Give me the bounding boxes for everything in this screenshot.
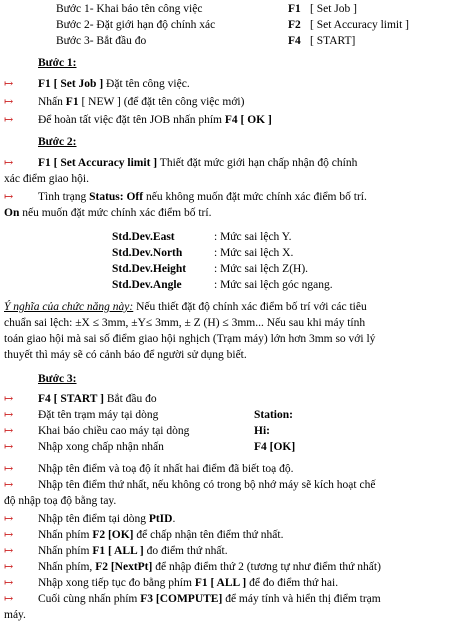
arrow-bullet-icon: ↦: [4, 577, 14, 589]
s3-note4: Nhấn phím F2 [OK] để chấp nhận tên điểm thứ nhất.: [38, 529, 284, 541]
arrow-bullet-icon: ↦: [4, 545, 14, 557]
s2-para2: Tình trạng Status: Off nếu không muốn đặt mức chính xác điểm bố trí.: [38, 191, 367, 203]
arrow-bullet-icon: ↦: [4, 191, 14, 203]
arrow-bullet-icon: ↦: [4, 393, 14, 405]
def-desc: : Mức sai lệch Y.: [214, 231, 292, 243]
arrow-bullet-icon: ↦: [4, 463, 14, 475]
meaning-line4: thuyết thì máy sẽ có cảnh báo để người sử dụng biết.: [4, 349, 247, 361]
s2-para1: F1 [ Set Accuracy limit ] Thiết đặt mức giới hạn chấp nhận độ chính: [38, 157, 358, 169]
def-desc: : Mức sai lệch Z(H).: [214, 263, 309, 275]
s3-note2-cont: độ nhập toạ độ bằng tay.: [4, 495, 117, 507]
def-term: Std.Dev.North: [112, 247, 183, 259]
meaning-line3: toán giao hội mà sai số điểm giao hội nghịch (Trạm máy) lớn hơn 3mm so với lý: [4, 333, 376, 345]
s3-note8: Cuối cùng nhấn phím F3 [COMPUTE] để máy tính và hiển thị điểm trạm: [38, 593, 381, 605]
step2-heading: Bước 2:: [38, 136, 77, 148]
arrow-bullet-icon: ↦: [4, 593, 14, 605]
s3-note8-cont: máy.: [4, 609, 26, 621]
arrow-bullet-icon: ↦: [4, 561, 14, 573]
s3-note3: Nhập tên điểm tại dòng PtID.: [38, 513, 176, 525]
s2-para1-cont: xác điểm giao hội.: [4, 173, 89, 185]
arrow-bullet-icon: ↦: [4, 157, 14, 169]
def-term: Std.Dev.Angle: [112, 279, 182, 291]
arrow-bullet-icon: ↦: [4, 529, 14, 541]
s1-line1: F1 [ Set Job ] Đặt tên công việc.: [38, 78, 190, 90]
s3-row-left: Nhập xong chấp nhận nhấn: [38, 441, 164, 453]
s1-line3: Để hoàn tất việc đặt tên JOB nhấn phím F4 [ OK ]: [38, 114, 272, 126]
s3-row-right: Station:: [254, 409, 293, 421]
s3-note2: Nhập tên điểm thứ nhất, nếu không có trong bộ nhớ máy sẽ kích hoạt chế: [38, 479, 376, 491]
arrow-bullet-icon: ↦: [4, 114, 14, 126]
s3-row-left: Đặt tên trạm máy tại dòng: [38, 409, 159, 421]
step2-action: [ Set Accuracy limit ]: [310, 19, 409, 31]
step1-heading: Bước 1:: [38, 57, 77, 69]
step1-action: [ Set Job ]: [310, 3, 357, 15]
step3-label: Bước 3- Bắt đầu đo: [56, 35, 147, 47]
s3-note5: Nhấn phím F1 [ ALL ] đo điểm thứ nhất.: [38, 545, 228, 557]
arrow-bullet-icon: ↦: [4, 409, 14, 421]
arrow-bullet-icon: ↦: [4, 513, 14, 525]
step1-label: Bước 1- Khai báo tên công việc: [56, 3, 203, 15]
s1-line2: Nhấn F1 [ NEW ] (để đặt tên công việc mới): [38, 96, 245, 108]
s3-note6: Nhấn phím, F2 [NextPt] để nhập điểm thứ 2 (tương tự như điểm thứ nhất): [38, 561, 381, 573]
s3-line1: F4 [ START ] Bắt đầu đo: [38, 393, 157, 405]
def-term: Std.Dev.Height: [112, 263, 187, 275]
def-desc: : Mức sai lệch X.: [214, 247, 294, 259]
s3-row-right: F4 [OK]: [254, 441, 296, 453]
step3-action: [ START]: [310, 35, 356, 47]
s3-note7: Nhập xong tiếp tục đo bằng phím F1 [ ALL ] để đo điểm thứ hai.: [38, 577, 339, 589]
meaning-line2: chuẩn sai lệch: ±X ≤ 3mm, ±Y≤ 3mm, ± Z (H) ≤ 3mm... Nếu sau khi máy tính: [4, 317, 366, 329]
step2-label: Bước 2- Đặt giới hạn độ chính xác: [56, 19, 216, 31]
arrow-bullet-icon: ↦: [4, 441, 14, 453]
s3-row-left: Khai báo chiều cao máy tại dòng: [38, 425, 190, 437]
step1-key: F1: [288, 3, 301, 15]
step3-key: F4: [288, 35, 301, 47]
def-term: Std.Dev.East: [112, 231, 175, 243]
arrow-bullet-icon: ↦: [4, 96, 14, 108]
arrow-bullet-icon: ↦: [4, 479, 14, 491]
arrow-bullet-icon: ↦: [4, 425, 14, 437]
s2-para3: On nếu muốn đặt mức chính xác điểm bố trí.: [4, 207, 212, 219]
def-desc: : Mức sai lệch góc ngang.: [214, 279, 333, 291]
s3-row-right: Hi:: [254, 425, 270, 437]
step3-heading: Bước 3:: [38, 373, 77, 385]
meaning-line1: Ý nghĩa của chức năng này: Nếu thiết đặt độ chính xác điểm bố trí với các tiêu: [4, 301, 367, 313]
arrow-bullet-icon: ↦: [4, 78, 14, 90]
step2-key: F2: [288, 19, 301, 31]
s3-note1: Nhập tên điểm và toạ độ ít nhất hai điểm đã biết toạ độ.: [38, 463, 294, 475]
